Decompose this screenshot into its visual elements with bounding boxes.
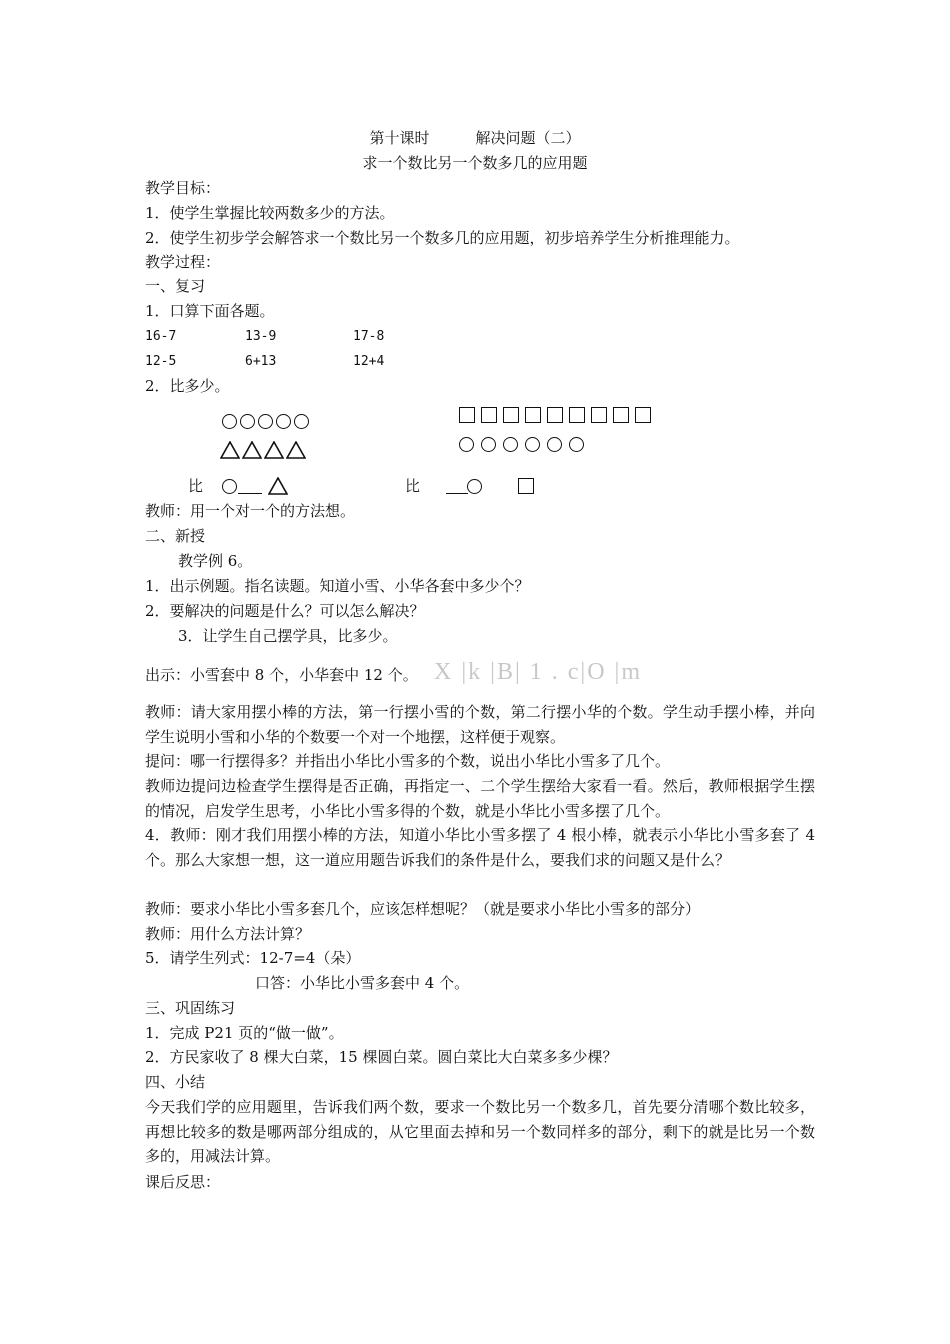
- circle-shape: [481, 437, 496, 452]
- review-heading: 一、复习: [145, 277, 206, 295]
- paragraph: 口答：小华比小雪多套中 4 个。: [255, 974, 470, 992]
- circle-shape: [240, 414, 255, 429]
- compare-label-right: 比: [405, 477, 421, 495]
- new-item: 3．让学生自己摆学具，比多少。: [178, 627, 398, 645]
- lesson-number: 第十课时: [369, 129, 430, 147]
- lesson-topic: 解决问题（二）: [475, 129, 581, 147]
- circle-shape: [294, 414, 309, 429]
- example-line: 教学例 6。: [178, 552, 253, 570]
- circle-shape: [547, 437, 562, 452]
- review-item-1: 1．口算下面各题。: [145, 302, 275, 320]
- practice-item: 1．完成 P21 页的“做一做”。: [145, 1024, 344, 1042]
- answer-blank: [238, 493, 262, 494]
- practice-item: 2．方民家收了 8 棵大白菜，15 棵圆白菜。圆白菜比大白菜多多少棵？: [145, 1048, 618, 1066]
- circle-shape: [525, 437, 540, 452]
- paragraph: 教师：请大家用摆小棒的方法，第一行摆小雪的个数，第二行摆小华的个数。学生动手摆小棒，并向学生说明小雪和小华的个数要一个对一个地摆，这样便于观察。: [145, 703, 815, 746]
- lesson-title: [0, 126, 950, 150]
- calc-cell: 6+13: [245, 354, 277, 369]
- calc-cell: 16-7: [145, 329, 177, 344]
- triangle-shape: [286, 441, 306, 459]
- squares-row-right: [459, 407, 651, 423]
- summary-text: 今天我们学的应用题里，告诉我们两个数，要求一个数比另一个数多几，首先要分清哪个数比较多，再想比较多的数是哪两部分组成的，从它里面去掉和另一个数同样多的部分，剩下的就是比另一个数多的，用减法计算。: [145, 1098, 815, 1165]
- triangle-shape: [220, 441, 240, 459]
- circle-shape: [503, 437, 518, 452]
- square-shape: [591, 407, 607, 423]
- paragraph: 4．教师：刚才我们用摆小棒的方法，知道小华比小雪多摆了 4 根小棒，就表示小华比小雪多套了 4 个。那么大家想一想，这一道应用题告诉我们的条件是什么，要我们求的问题又是什么？: [145, 826, 815, 869]
- goals-heading: 教学目标：: [145, 179, 221, 197]
- square-shape: [481, 407, 497, 423]
- triangle-shape: [242, 441, 262, 459]
- square-shape: [459, 407, 475, 423]
- process-heading: 教学过程：: [145, 253, 221, 271]
- circle-shape: [222, 414, 237, 429]
- new-item: 2．要解决的问题是什么？可以怎么解决？: [145, 602, 425, 620]
- watermark-text: X |k |B| 1 . c|O |m: [434, 659, 643, 685]
- circle-shape: [569, 437, 584, 452]
- goal-item: 2．使学生初步学会解答求一个数比另一个数多几的应用题，初步培养学生分析推理能力。: [145, 229, 740, 247]
- circle-shape: [459, 437, 474, 452]
- review-item-2: 2．比多少。: [145, 377, 230, 395]
- answer-blank: [446, 493, 468, 494]
- paragraph: 教师边提问边检查学生摆得是否正确，再指定一、二个学生摆给大家看一看。然后，教师根据学生摆的情况，启发学生思考，小华比小雪多得的个数，就是小华比小雪多摆了几个。: [145, 777, 815, 820]
- square-shape: [569, 407, 585, 423]
- summary-heading: 四、小结: [145, 1073, 206, 1091]
- calc-cell: 12+4: [353, 354, 385, 369]
- calc-cell: 12-5: [145, 354, 177, 369]
- practice-heading: 三、巩固练习: [145, 999, 236, 1017]
- square-shape: [613, 407, 629, 423]
- circle-shape: [467, 479, 482, 494]
- circle-shape: [222, 479, 237, 494]
- circle-shape: [276, 414, 291, 429]
- review-teacher-note: 教师：用一个对一个的方法想。: [145, 502, 356, 520]
- calc-cell: 17-8: [353, 329, 385, 344]
- triangle-shape: [268, 477, 288, 495]
- square-shape: [518, 478, 534, 494]
- square-shape: [635, 407, 651, 423]
- show-line: 出示：小雪套中 8 个，小华套中 12 个。: [145, 666, 418, 684]
- square-shape: [547, 407, 563, 423]
- square-shape: [503, 407, 519, 423]
- triangle-shape: [264, 441, 284, 459]
- compare-label-left: 比: [188, 477, 204, 495]
- reflection-heading: 课后反思：: [145, 1173, 221, 1191]
- circles-row-right: [459, 437, 584, 452]
- square-shape: [525, 407, 541, 423]
- lesson-subtitle: 求一个数比另一个数多几的应用题: [362, 154, 588, 172]
- circle-shape: [258, 414, 273, 429]
- new-item: 1．出示例题。指名读题。知道小雪、小华各套中多少个？: [145, 577, 530, 595]
- goal-item: 1．使学生掌握比较两数多少的方法。: [145, 204, 395, 222]
- paragraph: 5．请学生列式：12-7=4（朵）: [145, 949, 361, 967]
- circles-row-left: [222, 414, 309, 429]
- new-heading: 二、新授: [145, 527, 206, 545]
- calc-cell: 13-9: [245, 329, 277, 344]
- paragraph: 教师：要求小华比小雪多套几个，应该怎样想呢？（就是要求小华比小雪多的部分）: [145, 900, 701, 918]
- paragraph: 教师：用什么方法计算？: [145, 925, 311, 943]
- triangles-row-left: [220, 441, 306, 459]
- paragraph: 提问：哪一行摆得多？并指出小华比小雪多的个数，说出小华比小雪多了几个。: [145, 752, 671, 770]
